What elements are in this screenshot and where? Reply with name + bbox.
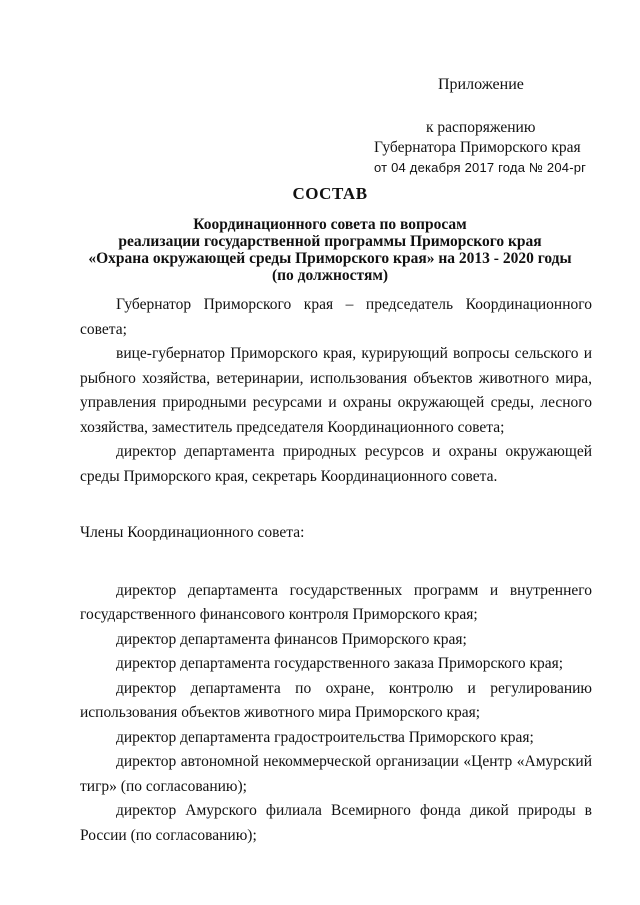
approval-line-1: к распоряжению — [426, 119, 536, 136]
chairman-paragraph: Губернатор Приморского края – председатель Координационного совета; — [80, 296, 592, 338]
document-title: СОСТАВ — [292, 184, 368, 203]
member-item: директор департамента государственного заказа Приморского края; — [116, 655, 564, 672]
appendix-label: Приложение — [438, 76, 524, 93]
members-list — [80, 579, 592, 849]
member-item: директор Амурского филиала Всемирного фонда дикой природы в России (по согласованию); — [80, 802, 592, 844]
member-item: директор департамента по охране, контролю и регулированию использования объектов животного мира Приморского края; — [80, 679, 592, 721]
approval-line-3: от 04 декабря 2017 года № 204-рг — [374, 160, 587, 175]
subtitle-line-4: (по должностям) — [271, 267, 389, 284]
members-heading: Члены Координационного совета: — [80, 524, 305, 541]
subtitle-line-2: реализации государственной программы Приморского края — [118, 233, 542, 250]
approval-line-2: Губернатора Приморского края — [374, 139, 581, 156]
deputy-chairman-paragraph: вице-губернатор Приморского края, курирующий вопросы сельского и рыбного хозяйства, ветеринарии, использования объектов животного мира, управления природными ресурсами и охраны окружающей среды, лесного хозяйства, заместитель председателя Координационного совета; — [80, 345, 592, 436]
title-block — [60, 184, 600, 284]
member-item: директор автономной некоммерческой организации «Центр «Амурский тигр» (по согласованию); — [80, 753, 592, 795]
secretary-paragraph: директор департамента природных ресурсов и охраны окружающей среды Приморского края, секретарь Координационного совета. — [80, 443, 592, 485]
subtitle-line-3: «Охрана окружающей среды Приморского края» на 2013 - 2020 годы — [88, 250, 572, 267]
document-body — [80, 293, 592, 848]
subtitle-line-1: Координационного совета по вопросам — [193, 216, 467, 233]
member-item: директор департамента финансов Приморского края; — [116, 630, 467, 648]
member-item: директор департамента государственных программ и внутреннего государственного финансового контроля Приморского края; — [80, 581, 592, 623]
approval-reference — [374, 118, 604, 178]
member-item: директор департамента градостроительства Приморского края; — [116, 728, 534, 746]
